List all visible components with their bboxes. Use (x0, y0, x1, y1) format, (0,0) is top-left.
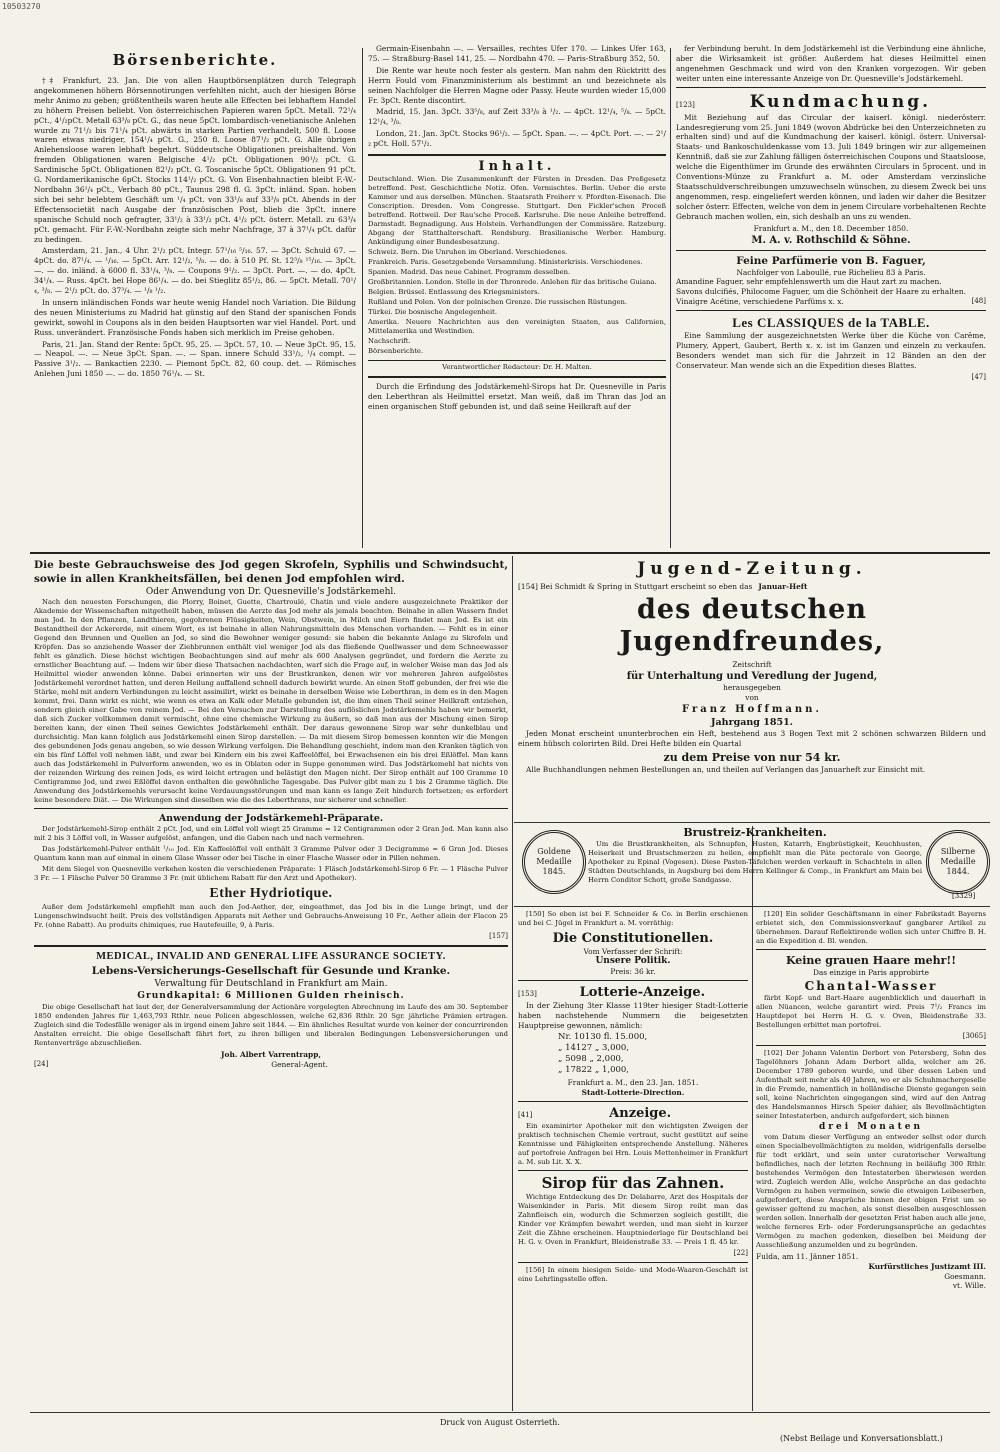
lotterie-text: In der Ziehung 3ter Klasse 119ter hiesiger Stadt-Lotterie haben nachstehende Nummern die beigesetzten Hauptpreise gewonnen, nämlich: (518, 1000, 748, 1030)
jugendfreund-text: Jeden Monat erscheint ununterbrochen ein Heft, bestehend aus 3 Bogen Text mit 2 schönen schwarzen Bildern und einem hübsch colorirten Bild. Drei Hefte bilden ein Quartal (518, 728, 986, 748)
rule (368, 376, 666, 378)
toc-item: Amerika. Neuere Nachrichten aus den vereinigten Staaten, aus Californien, Mittelamerika und Westindien. (368, 318, 666, 336)
rule (676, 310, 986, 311)
anzeige-title: Anzeige. (609, 1106, 672, 1122)
faguer-item: Vinaigre Acétine, verschiedene Parfüms x. x. (676, 297, 844, 307)
jugendfreund-editor: Franz Hoffmann. (682, 703, 822, 715)
toc-item: Belgien. Brüssel. Entlassung des Kriegsministers. (368, 288, 540, 297)
classiques-text: Eine Sammlung der ausgezeichnetsten Werke über die Küche von Carême, Plumery, Appert, Gaubert, Berth x. x. ist im Ganzen und einzeln zu verkaufen. Besonders wendet man sich für die Jahrzeit in 12 Bänden an den der Conservateur. Man wende sich an die Expedition dieses Blattes. (676, 331, 986, 370)
kundmachung-signature: M. A. v. Rothschild & Söhne. (751, 234, 911, 246)
seide-notice: [156] In einem hiesigen Seide- und Mode-Waaren-Geschäft ist eine Lehrlingsstelle offen. (518, 1266, 748, 1284)
column-boersenberichte (34, 44, 356, 548)
ad-number: [3329] (952, 892, 976, 900)
grau-title: Keine grauen Haare mehr!! (785, 954, 957, 967)
jugendfreund-hg: herausgegeben (723, 682, 781, 692)
edict-text: [102] Der Johann Valentin Derbort von Petersberg, Sohn des Tagelöhners Johann Adam Derbort allda, welcher am 26. December 1789 geboren wurde, und über dessen Leben und Aufenthalt seit mehr als 40 Jahren, wo er als Schuhmachergeselle in die Fremde, namentlich in holländische Dienste gegangen sein soll, keine Nachrichten eingegangen sind, wird auf den Antrag des Handelsmannes Hirsch Speier dahier, als Bevollmächtigten seiner Intestaterben, andurch aufgefordert, sich binnen (756, 1048, 986, 1120)
assurance-capital: Grundkapital: 6 Millionen Gulden rheinisch. (137, 990, 405, 1001)
ad-number: [3065] (962, 1031, 986, 1040)
section-title-boersenberichte: Börsenberichte. (112, 51, 278, 69)
ad-number: [48] (971, 297, 986, 306)
toc-title: Inhalt. (478, 159, 556, 175)
ad-number: [47] (971, 372, 986, 381)
rule (518, 1262, 748, 1263)
assurance-signature: Joh. Albert Varrentrapp, (221, 1049, 321, 1059)
assurance-role: General-Agent. (271, 1059, 328, 1069)
madrid-report: Madrid, 15. Jan. 3pCt. 33⁵/₈, auf Zeit 33³/₈ à ¹/₂. — 4pCt. 12¹/₄, ⁵/₈. — 5pCt. 12¹/₄, ³/₈. (368, 107, 666, 127)
jugendfreund-von: von (745, 692, 759, 702)
sirop-title: Sirop für das Zahnen. (541, 1174, 725, 1193)
jugendfreund-year: Jahrgang 1851. (711, 716, 793, 728)
ad-number: [153] (518, 989, 537, 998)
constitutionellen-price: Preis: 36 kr. (610, 966, 656, 976)
anwendung-preise: Mit dem Siegel von Quesneville verkehen kosten die verschiedenen Präparate: 1 Fläsch Jodstärkemehl-Sirop 6 Fr. — 1 Fläsche Pulver 3 Fr. — 1 Fläsche Pulver 50 Gramme 3 Fr. (mit üblichem Rabatt für den Arzt und Apotheker). (34, 865, 508, 882)
rule (676, 87, 986, 88)
inland-fonds-report: In unsern inländischen Fonds war heute wenig Handel noch Variation. Die Bildung des neuen Ministeriums zu Madrid hat günstig auf den Stand der spanischen Fonds gewirkt, sowohl in Coupons als in den beiden Hauptsorten war viel Handel. Port. und Russ. unverändert. Französische Fonds haben sich merklich im Preise gehoben. (34, 297, 356, 337)
lotterie-results (558, 1032, 748, 1076)
ad-number: [22] (733, 1249, 748, 1258)
schneider-notice: [150] So eben ist bei F. Schneider & Co. in Berlin erschienen und bei C. Jügel in Frankfurt a. M. vorräthig: (518, 910, 748, 927)
table-of-contents (368, 175, 666, 356)
kundmachung-text: Mit Beziehung auf das Circular der kaiserl. königl. niederösterr. Landesregierung vom 25. Juni 1849 (wovon Abdrücke bei den Unterzeichneten zu erhalten sind) und auf die Kundmachung der kaiserl. königl. österr. Universal-Staats- und Bankoschuldenkasse vom 13. Juli 1849 bringen wir zur allgemeinen Kenntniß, daß sie zur Zahlung fälligen österreichischen Coupons und Staatsloose, welche die Eigenthümer im Grunde des erwähnten Circulars in 5procent. und in Conventions-Münze zu Frankfurt a. M. oder Amsterdam verzinsliche Staatsschuldverschreibungen umzuwechseln wünschen, zu diesem Zweck bei uns angenommen, resp. eingeliefert werden können, und laden wir daher die Besitzer solcher österr. Effecten, welche von dem in jenem Circulare vorbehaltenen Rechte Gebrauch machen wollen, ein, sich deshalb an uns zu wenden. (676, 112, 986, 221)
rente-note: Die Rente war heute noch fester als gestern. Man nahm den Rücktritt des Herrn Fould vom Finanzministerium als bestimmt an und bezeichnete als seinen Nachfolger die Herren Magne oder Passy. Heute wurden wieder 15,000 Fr. 3pCt. Rente discontirt. (368, 65, 666, 105)
jugendzeitung-title: Jugend-Zeitung. (637, 559, 867, 579)
jugendfreund-footer: Alle Buchhandlungen nehmen Bestellungen an, und theilen auf Verlangen das Januarheft zur Einsicht mit. (526, 765, 926, 775)
rule (518, 1101, 748, 1102)
toc-item: Börsenberichte. (368, 347, 424, 356)
constitutionellen-title: Die Constitutionellen. (552, 931, 714, 946)
edict-signature-2: Goesmann. (944, 1271, 986, 1281)
jod-ad-title: Die beste Gebrauchsweise des Jod gegen Skrofeln, Syphilis und Schwindsucht, sowie in allen Krankheitsfällen, bei denen Jod empfohlen wird. (34, 559, 508, 585)
grau-text: färbt Kopf- und Bart-Haare augenblicklich und dauerhaft in allen Nüancen, welche garantirt wird. Preis 7¹/₂ Francs im Hauptdepot bei Herrn H. G. v. Oven, Bleidenstraße 33. Bestellungen erbittet man portofrei. (756, 993, 986, 1029)
editor-line: Verantwortlicher Redacteur: Dr. H. Malten. (442, 363, 592, 372)
paris-rails: Germain-Eisenbahn —. — Versailles, rechtes Ufer 170. — Linkes Ufer 163, 75. — Straßburg-Basel 141, 25. — Nordbahn 470. — Paris-Straßburg 352, 50. (368, 44, 666, 63)
brustreiz-title: Brustreiz-Krankheiten. (683, 826, 827, 839)
toc-item: Großbritannien. London. Stelle in der Thronrede. Anlehen für das britische Guiana. (368, 278, 657, 287)
lotterie-row: „ 14127 „ 3,000, (558, 1043, 629, 1054)
column-divider-2 (670, 48, 671, 548)
toc-item: Nachschrift. (368, 337, 411, 346)
jod-ad-subtitle: Oder Anwendung von Dr. Quesneville's Jodstärkemehl. (145, 587, 397, 597)
silver-medal-seal: Silberne Medaille 1844. (926, 830, 990, 894)
rule (368, 154, 666, 156)
rule (756, 1045, 986, 1046)
rule (518, 980, 748, 981)
brustreiz-ad (588, 826, 922, 912)
edict-signature-3: vt. Wille. (952, 1281, 986, 1291)
lower-left-column (34, 558, 508, 1388)
footer-rule (30, 1412, 990, 1413)
lotterie-row: „ 17822 „ 1,000, (558, 1065, 629, 1076)
rule (514, 822, 990, 823)
anwendung-title: Anwendung der Jodstärkemehl-Präparate. (158, 813, 384, 824)
anwendung-pulver: Das Jodstärkemehl-Pulver enthält ¹/₁₀ Jod. Ein Kaffeelöffel voll enthält 3 Gramme Pulver oder 3 Decigramme = 6 Gran Jod. Dieses Quantum kann man auf einmal in einem Glase Wasser oder bei Tische in einer Flasche Wasser oder in Pillen nehmen. (34, 845, 508, 862)
gold-medal-seal: Goldene Medaille 1845. (522, 830, 586, 894)
edict-text-2: vom Datum dieser Verfügung an entweder selbst oder durch einen Specialbevollmächtigten zu melden, widrigenfalls derselbe für todt erklärt, und sein unter curatorischer Verwaltung befindliches, nach der letzten Rechnung in beiläufig 300 Rthlr. bestehendes Vermögen den Intestaterben überwiesen werden wird. Zugleich werden Alle, welche Ansprüche an das gedachte Vermögen zu haben vermeinen, sowie die etwaigen Leibeserben, aufgefordert, diese Ansprüche binnen der obigen Frist um so gewisser geltend zu machen, als sonst dieselben ausgeschlossen werden sollen. Innerhalb der gesetzten Frist haben auch alle jene, welche ferneres Erb- oder Forderungsansprüche an gedachtes Vermögen zu machen gedenken, dieselben bei Meidung der Ausschließung anzumelden und zu begründen. (756, 1132, 986, 1249)
anzeige-text: Ein examinirter Apotheker mit den wichtigsten Zweigen der praktisch technischen Chemie vertraut, sucht gestützt auf seine Kenntnisse und Fähigkeiten entsprechende Anstellung. Näheres auf portofreie Anfragen bei Hrn. Louis Mettenheimer in Frankfurt a. M. sub Lit. X. X. (518, 1122, 748, 1167)
assurance-subtitle: Lebens-Versicherungs-Gesellschaft für Gesunde und Kranke. (91, 964, 451, 977)
london-report: London, 21. Jan. 3pCt. Stocks 96¹/₂. — 5pCt. Span. —. — 4pCt. Port. —. — 2¹/₂ pCt. Holl. 57¹/₂. (368, 129, 666, 149)
kundmachung-date: Frankfurt a. M., den 18. December 1850. (753, 223, 909, 233)
amsterdam-report: Amsterdam, 21. Jan., 4 Uhr. 2¹/₂ pCt. Integr. 57¹/₁₆ ⁵/₁₆. 57. — 3pCt. Schuld 67. — 4pCt. do. 87¹/₄. — ¹/₁₆. — 5pCt. Arr. 12¹/₂, ⁵/₈. — do. à 510 Pf. St. 12³/₈ ¹⁵/₁₆. — 3pCt. —. — do. inländ. à 6000 fl. 33¹/₄, ³/₈. — Coupons 9¹/₂. — 3pCt. Port. —. — do. 4pCt. 34¹/₄. — Russ. 4pCt. bei Hope 86¹/₄. — do. bei Stieglitz 85¹/₂, 86. — 5pCt. Metall. 70¹/₄, ³/₈. — 2¹/₂ pCt. do. 37³/₄. — ¹/₈ ¹/₂. (34, 246, 356, 296)
jod-ad-text: Nach den neuesten Forschungen, die Plorry, Boinet, Guette, Chartroulé, Chatin und viele andere ausgezeichnete Praktiker der Akademie der Wissenschaften mitgetheilt haben, müssen die Aerzte das Jod mehr als jemals beachten. Beinahe in allen Wassern findet man Jod. In den Pflanzen, Landthieren, gegohrenen Flüssigkeiten, Wein, Obstwein, in Milch und Eiern findet man Jod. Es ist ein Bestandtheil der Ackererde, mit einem Wort, es ist beinahe in allen Nahrungsmitteln des Menschen vorhanden. — Fehlt es in einer Gegend den Brunnen und Quellen an Jod, so sind die Bewohner weniger gesund: sie haben die bekannte Anlage zu Skrofeln und Kröpfen. Das so anziehende Wasser der Ziehbrunnen enthält viel weniger Jod als das fließende Quellwasser und dem Schneewasser fehlt es gänzlich. Diese höchst wichtigen Beobachtungen sind auf mehr als 600 Analysen gegründet, und fordern die Aerzte zu ernstlicher Beachtung auf. — Indem wir über diese Thatsachen nachdachten, warf sich die Frage auf, in welcher Weise man das Jod als Heilmittel wieder anwenden könne. Dabei erinnerten wir uns der Brustkranken, denen wir vor mehreren Jahren aufgelöstes Jodstärkemehl verordnet hatten, und deren Heilung auffallend schnell dadurch bewirkt wurde. An einen Stoff gebunden, der frei wie die Stärke, mehl mit andern Verbindungen zu leicht assimilirt, wirkt es beinahe in derselben Weise wie Leberthran, in dem es in den Magen kommt, frei. Dann wirkt es nicht, wie wenn es etwa an Kalk oder Metalle gebunden ist, die ihm einen Theil seiner Heilkraft entziehen, sondern gleich einer Gabe von reinem Jod. — Bei den Versuchen zur Darstellung des auflöslichen Jodstärkemehls haben wir bemerkt, daß sich Zucker vollkommen damit vermischt, ohne eine chemische Wirkung zu äußern, so daß man aus der Mischung einen Sirop bereiten kann, der einen Theil seines Gewichtes Jodstärkemehl enthält. Der daraus gewonnene Sirop war sehr dunkelblau und durchsichtig. Man kann folglich aus Jodstärkemehl einen Sirop darstellen. — Da mit diesem Sirop bemessen konnten wir die Mengen des gebundenen Jods genau angeben, so wie dessen Wirkung verfolgen. Die Behandlung geschieht, indem man den Kranken täglich von ein bis fünf Löffel voll nehmen läßt, und zwar bei Kindern ein bis zwei Kaffeelöffel, bei Erwachsenen ein bis drei Eßlöffel. Man kann auch das Jodstärkemehl in Pulverform anwenden, wo es in Oblaten oder in Suppe genommen wird. Das Jodstärkemehl hat nichts von der reizenden Wirkung des reinen Jods, es wird leicht ertragen und belästigt den Magen nicht. Der Sirop enthält auf 100 Gramme 10 Centigramme Jod, und zwei Eßlöffel davon enthalten die gewöhnliche Tagesgabe. Das Pulver gibt man zu 1 bis 2 Gramme täglich. Die Anwendung des Jodstärkemehls verursacht keine Verdauungsstörungen und man kann es lange Zeit hindurch fortsetzen; es erfordert keine besondere Diät. — Die Wirkungen sind dieselben wie die des Leberthrans, nur sicherer und schneller. (34, 598, 508, 804)
toc-item: Rußland und Polen. Von der polnischen Grenze. Die russischen Rüstungen. (368, 298, 627, 307)
edict-signature: Kurfürstliches Justizamt III. (868, 1261, 986, 1271)
ad-number: [123] (676, 100, 695, 109)
assurance-text: Die obige Gesellschaft hat laut der, der Generalversammlung der Actionäre vorgelegten Abrechnung im Laufe des am 30. September 1850 endenden Jahres für 1,463,793 Rthlr. neue Policen abgeschlossen, welche 62,836 Rthlr. 20 Sgr. jährliche Prämien ertragen. Zugleich sind die Todesfälle weniger als in irgend einem Jahre seit 1844. — Ein ähnliches Resultat wurde von keiner der concurrirenden Anstalten erreicht. Die obige Gesellschaft fährt fort, zu ihren billigen und liberalen Bedingungen Lebensversicherungen und Rentenverträge abzuschließen. (34, 1002, 508, 1047)
paris-report: Paris, 21. Jan. Stand der Rente: 5pCt. 95, 25. — 3pCt. 57, 10. — Neue 3pCt. 95, 15. — Neapol. —. — Neue 3pCt. Span. —. — Span. innere Schuld 33¹/₂, ¹/₄ compt. — Passive 3¹/₂. — Bankactien 2230. — Piemont 5pCt. 82, 60 coup. det. — Römisches Anlehen Juni 1850 —. — do. 1850 76¹/₄. — St. (34, 339, 356, 379)
column-kundmachung (676, 44, 986, 548)
jodstaerkemehl-note: Durch die Erfindung des Jodstärkemehl-Sirops hat Dr. Quesneville in Paris den Leberthran als Heilmittel ersetzt. Man weiß, daß im Thran das Jod an einen organischen Stoff gebunden ist, und daß seine Heilkraft auf der (368, 382, 666, 411)
brustreiz-text: Um die Brustkrankheiten, als Schnupfen, Husten, Katarrh, Engbrüstigkeit, Keuchhusten, Heiserkeit und Brustschmerzen zu heilen, empfiehlt man die Pâte pectorale von George, Apotheker zu Epinal (Vogesen). Diese Pasten-Täfelchen werden verkauft in Schachteln in allen Städten Deutschlands, in Augsburg bei dem Herrn Kellinger & Comp., in Frankfurt am Main bei Herrn Conditor Schott, große Sandgasse. (588, 840, 922, 884)
grau-name: Chantal-Wasser (804, 978, 938, 993)
toc-item: Schweiz. Bern. Die Unruhen im Oberland. Verschiedenes. (368, 248, 568, 257)
beilage-line: (Nebst Beilage und Konversationsblatt.) (780, 1434, 943, 1443)
jugendzeitung-intro: [154] Bei Schmidt & Spring in Stuttgart erscheint so eben das (518, 582, 753, 591)
jugendfreund-title: des deutschen Jugendfreundes, (619, 593, 885, 657)
faguer-sub: Nachfolger von Laboullé, rue Richelieu 83 à Paris. (736, 267, 926, 277)
printer-line: Druck von August Osterrieth. (440, 1418, 560, 1427)
anwendung-sirop: Der Jodstärkemehl-Sirop enthält 2 pCt. Jod, und ein Löffel voll wiegt 25 Gramme = 12 Centigrammen oder 2 Gran Jod. Man kann also mit 2 bis 3 Löffel voll, in Wasser aufgelöst, anfangen, und die Gaben nach und nach vermehren. (34, 825, 508, 842)
edict-deadline: drei Monaten (818, 1121, 924, 1132)
kundmachung-title: Kundmachung. (749, 91, 932, 112)
jugendfreund-purpose: für Unterhaltung und Veredlung der Jugend, (626, 670, 878, 682)
column-divider-1 (362, 48, 363, 548)
rule (756, 949, 986, 950)
ether-title: Ether Hydriotique. (209, 886, 333, 901)
jugendzeitung-heft: Januar-Heft (758, 582, 808, 591)
lotterie-title: Lotterie-Anzeige. (579, 984, 706, 1000)
grau-sub: Das einzige in Paris approbirte (812, 968, 930, 977)
right-inner-divider (752, 826, 753, 1411)
constitutionellen-sub: Vom Verfasser der Schrift: (583, 947, 683, 956)
rule (518, 1170, 748, 1171)
classiques-title: Les CLASSIQUES de la TABLE. (732, 315, 930, 331)
lower-right-left-column (518, 910, 748, 1410)
column-inhalt (368, 44, 666, 548)
edict-date: Fulda, am 11. Jänner 1851. (756, 1251, 859, 1261)
toc-item: Spanien. Madrid. Das neue Cabinet. Programm desselben. (368, 268, 571, 277)
rule (676, 250, 986, 251)
ad-number: [41] (518, 1111, 533, 1120)
constitutionellen-book: Unsere Politik. (595, 955, 671, 966)
faguer-item: Amandine Faguer, sehr empfehlenswerth um die Haut zart zu machen. (676, 277, 942, 287)
rule (34, 808, 508, 809)
lotterie-row: Nr. 10130 fl. 15.000, (558, 1032, 648, 1043)
lower-right-right-column (756, 910, 986, 1390)
jugendzeitung-ad (518, 558, 986, 820)
toc-item: Frankreich. Paris. Gesetzgebende Versammlung. Ministerkrisis. Verschiedenes. (368, 258, 643, 267)
lotterie-date: Frankfurt a. M., den 23. Jan. 1851. (567, 1078, 699, 1088)
haare-num-notice: [120] Ein solider Geschäftsmann in einer Fabrikstadt Bayerns erbietet sich, den Commissionsverkauf gangbarer Artikel zu übernehmen. Darauf Reflektirende wollen sich unter Chiffre B. H. an die Expedition d. Bl. wenden. (756, 910, 986, 945)
lotterie-signature: Stadt-Lotterie-Direction. (581, 1088, 685, 1098)
lotterie-row: „ 5098 „ 2,000, (558, 1054, 624, 1065)
rule (368, 360, 666, 361)
rule (34, 945, 508, 947)
lower-column-divider (512, 556, 513, 1411)
frankfurt-report: †‡ Frankfurt, 23. Jan. Die von allen Hauptbörsenplätzen durch Telegraph angekommenen höhern Börsennotirungen verfehlten nicht, auch der hiesigen Börse mehr Animo zu geben; größtentheils waren heute alle Effecten bei lebhaftem Handel zu höhern Preisen beliebt. Von österreichischen Papieren waren 5pCt. Metall. 72¹/₄ pCt., 4¹/₂pCt. Metall 63³/₈ pCt. G., das neue 5pCt. lombardisch-venetianische Anlehen wurde zu 71¹/₂ bis 71¹/₄ pCt. abwärts in starken Partien verhandelt, 500 fl. Loose waren etwas niedriger, 154¹/₄ pCt. G., 250 fl. Loose 87¹/₂ pCt. G. Alle übrigen Anlehensloose waren lebhaft begehrt. Süddeutsche Obligationen preishaltend. Von fremden Obligationen waren Belgische 4¹/₂ pCt. Obligationen 90¹/₂ pCt. G. Sardinische 5pCt. Obligationen 82¹/₂ pCt. G. Toscanische 5pCt. Obligationen 91 pCt. G. Nordamerikanische 6pCt. Stocks 114¹/₂ pCt. G. Von Eisenbahnactien bleibt F.-W.-Nordbahn 36¹/₄ pCt., Verbach 80 pCt., Taunus 298 fl. G. 3pCt. inländ. Span. hoben sich bei sehr belebtem Geschäft um ¹/₄ pCt. von 33¹/₈ auf 33³/₈ pCt. Abends in der Effectensocietät nach Ausgabe der französischen Post, blieb die 3pCt. innere spanische Schuld noch gefragter, 33¹/₂ à 33¹/₂ pCt. 4¹/₂ pCt. österr. Metall. zu 63³/₄ pCt. gemacht. Für F.-W.-Nordbahn zeigte sich mehr Nachfrage, 37 à 37¹/₄ pCt. dafür zu bedingen. (34, 76, 356, 244)
assurance-title: MEDICAL, INVALID AND GENERAL LIFE ASSURANCE SOCIETY. (96, 950, 446, 962)
jod-continuation: fer Verbindung beruht. In dem Jodstärkemehl ist die Verbindung eine ähnliche, aber die Wirksamkeit ist größer. Außerdem hat dieses Heilmittel einen angenehmen Geschmack und wird von den Kranken vorgezogen. Wir geben weiter unten eine interessante Anzeige von Dr. Quesneville's Jodstärkemehl. (676, 44, 986, 83)
ad-number: [157] (489, 932, 508, 940)
section-divider (30, 552, 990, 554)
ad-number: [24] (34, 1059, 49, 1068)
toc-item: Türkei. Die bosnische Angelegenheit. (368, 308, 498, 317)
faguer-item: Savons dulcifiés, Philocome Faguer, um die Schönheit der Haare zu erhalten. (676, 287, 967, 297)
rule (514, 906, 990, 907)
sirop-text: Wichtige Entdeckung des Dr. Delabarre, Arzt des Hospitals der Waisenkinder in Paris. Mit diesem Sirop reibt man das Zahnfleisch ein, wodurch die Schmerzen sogleich gestillt, die Kinder vor Krämpfen bewahrt werden, und man sieht in kurzer Zeit die Zähne erscheinen. Hauptniederlage für Deutschland bei H. G. v. Oven in Frankfurt, Bleidenstraße 33. — Preis 1 fl. 45 kr. (518, 1193, 748, 1247)
ether-text: Außer dem Jodstärkemehl empfiehlt man auch den Jod-Aether, der, eingeathmet, das Jod bis in die Lunge bringt, und der Lungenschwindsucht heilt. Preis des vollständigen Apparats mit Aether und Gebrauchs-Anweisung 10 Fr., Aether allein der Flacon 25 Fr. (ohne Rabatt). Au produits chimiques, rue Hautefeuille, 9, à Paris. (34, 903, 508, 929)
archive-reference: 10503270 (2, 2, 41, 11)
assurance-location: Verwaltung für Deutschland in Frankfurt am Main. (154, 978, 388, 989)
toc-item: Deutschland. Wien. Die Zusammenkunft der Fürsten in Dresden. Das Preßgesetz betreffend. Pest. Geschichtliche Notiz. Ofen. Vermischtes. Berlin. Ueber die erste Kammer und aus derselben. München. Staatsrath Freiherr v. Pfordten-Eisenach. Die Conscription. Dresden. Vom Congresse. Stuttgart. Den Fickler'schen Proceß betreffend. Rottweil. Der Rau'sche Proceß. Karlsruhe. Die neue Anleihe betreffend. Darmstadt. Begnadigung. Aus Holstein. Verhandlungen der Commissäre. Ratzeburg. Abgang der Statthalterschaft. Rendsburg. Brasilianische Werber. Hamburg. Ankündigung einer Bundesbesatzung. (368, 175, 666, 247)
jugendfreund-zeitschrift: Zeitschrift (732, 659, 772, 669)
jugendfreund-price: zu dem Preise von nur 54 kr. (663, 751, 841, 765)
faguer-title: Feine Parfümerie von B. Faguer, (736, 254, 926, 267)
